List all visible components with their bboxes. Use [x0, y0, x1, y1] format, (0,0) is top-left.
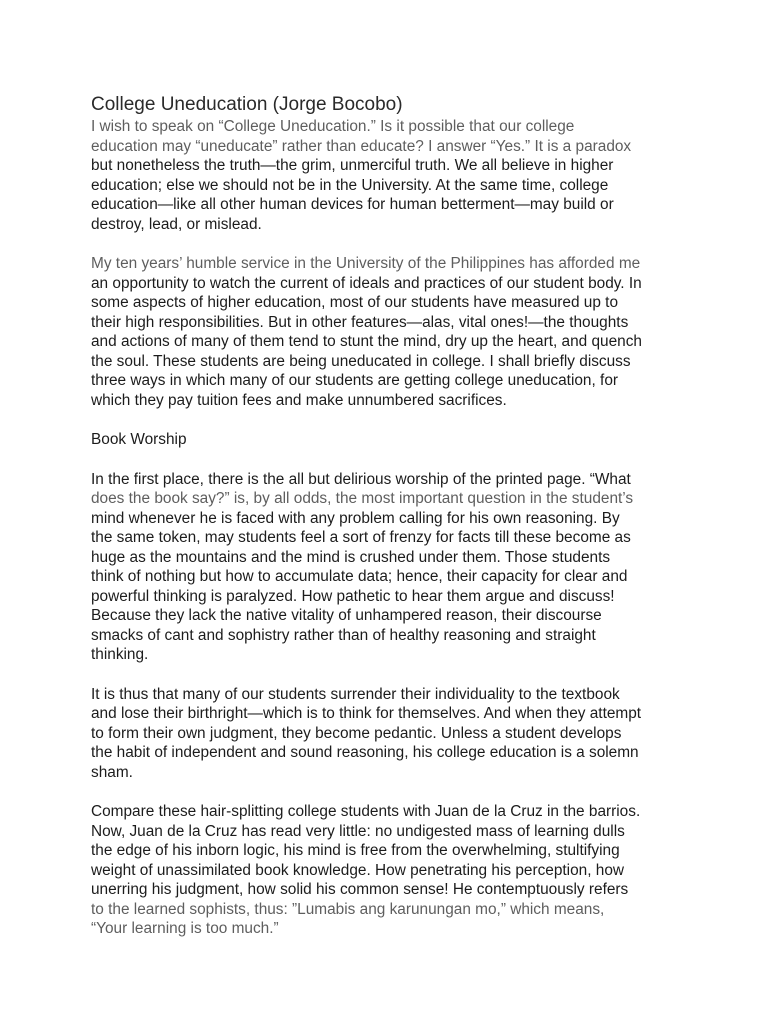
paragraph-5	[91, 802, 691, 939]
paragraph-line: It is thus that many of our students surrender their individuality to the textbook	[91, 685, 620, 703]
paragraph-line: education may “uneducate” rather than educate? I answer “Yes.” It is a paradox	[91, 137, 632, 155]
paragraph-line: sham.	[91, 763, 133, 781]
paragraph-line: In the first place, there is the all but delirious worship of the printed page. “What	[91, 470, 631, 488]
paragraph-line: My ten years’ humble service in the University of the Philippines has afforded me	[91, 255, 641, 272]
paragraph-line: Now, Juan de la Cruz has read very little: no undigested mass of learning dulls	[91, 822, 625, 840]
paragraph-line: the habit of independent and sound reasoning, his college education is a solemn	[91, 744, 639, 761]
paragraph-line: I wish to speak on “College Uneducation.” Is it possible that our college	[91, 118, 575, 135]
paragraph-line: huge as the mountains and the mind is crushed under them. Those students	[91, 548, 611, 566]
paragraph-2	[91, 254, 691, 410]
paragraph-line: the same token, may students feel a sort of frenzy for facts till these become as	[91, 529, 631, 546]
paragraph-line: the soul. These students are being uneducated in college. I shall briefly discuss	[91, 352, 631, 370]
paragraph-line: Compare these hair-splitting college students with Juan de la Cruz in the barrios.	[91, 803, 641, 820]
paragraph-line: but nonetheless the truth—the grim, unmerciful truth. We all believe in higher	[91, 157, 614, 174]
paragraph-line: does the book say?” is, by all odds, the most important question in the student’s	[91, 490, 634, 507]
document-title: College Uneducation (Jorge Bocobo)	[91, 94, 403, 115]
paragraph-line: think of nothing but how to accumulate data; hence, their capacity for clear and	[91, 568, 628, 585]
paragraph-line: to the learned sophists, thus: ”Lumabis ang karunungan mo,” which means,	[91, 900, 605, 918]
document-page	[91, 93, 691, 939]
paragraph-line: their high responsibilities. But in other features—alas, vital ones!—the thoughts	[91, 313, 629, 331]
paragraph-line: and actions of many of them tend to stunt the mind, dry up the heart, and quench	[91, 333, 642, 350]
paragraph-line: smacks of cant and sophistry rather than of healthy reasoning and straight	[91, 626, 596, 644]
paragraph-line: which they pay tuition fees and make unnumbered sacrifices.	[91, 391, 507, 409]
paragraph-line: education; else we should not be in the University. At the same time, college	[91, 176, 609, 194]
paragraph-line: weight of unassimilated book knowledge. How penetrating his perception, how	[91, 861, 625, 879]
paragraph-line: three ways in which many of our students are getting college uneducation, for	[91, 372, 619, 389]
section-heading: Book Worship	[91, 431, 187, 448]
paragraph-1	[91, 117, 691, 234]
paragraph-line: thinking.	[91, 646, 149, 663]
paragraph-line: to form their own judgment, they become pedantic. Unless a student develops	[91, 724, 622, 742]
paragraph-line: some aspects of higher education, most of our students have measured up to	[91, 294, 619, 311]
paragraph-line: unerring his judgment, how solid his common sense! He contemptuously refers	[91, 881, 629, 898]
paragraph-line: the edge of his inborn logic, his mind is free from the overwhelming, stultifying	[91, 842, 620, 859]
paragraph-3	[91, 470, 691, 665]
paragraph-line: and lose their birthright—which is to think for themselves. And when they attempt	[91, 705, 642, 722]
paragraph-line: powerful thinking is paralyzed. How pathetic to hear them argue and discuss!	[91, 587, 615, 605]
paragraph-line: education—like all other human devices for human betterment—may build or	[91, 196, 614, 213]
paragraph-line: an opportunity to watch the current of ideals and practices of our student body. In	[91, 274, 642, 292]
paragraph-line: mind whenever he is faced with any problem calling for his own reasoning. By	[91, 509, 620, 527]
paragraph-line: “Your learning is too much.”	[91, 920, 279, 937]
paragraph-line: destroy, lead, or mislead.	[91, 215, 262, 233]
paragraph-4	[91, 685, 691, 783]
paragraph-line: Because they lack the native vitality of unhampered reason, their discourse	[91, 607, 602, 624]
